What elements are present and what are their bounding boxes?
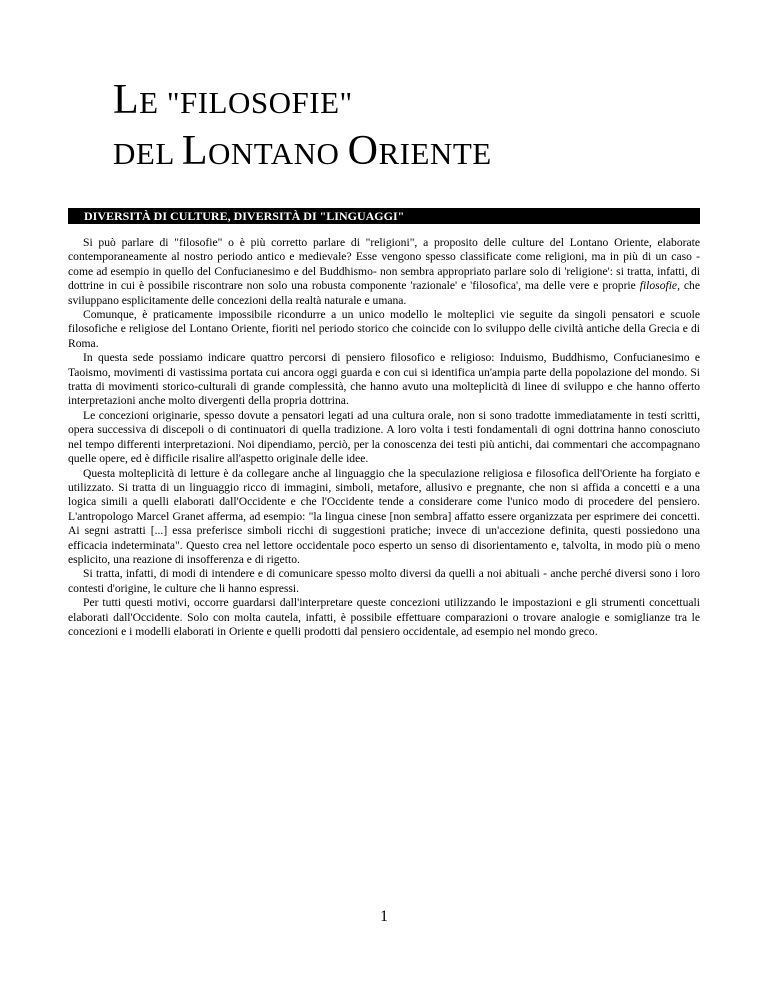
paragraph-1-text-a: Si può parlare di "filosofie" o è più corretto parlare di "religioni", a proposito delle culture del Lontano Oriente, elaborate contemporaneamente al nostro periodo antico e medievale? Esse vengono spesso classificate come religioni, ma in più di un caso - come ad esempio in quello del Confucianesimo e del Buddhismo- non sembra appropriato parlare solo di 'religione': si tratta, infatti, di dottrine in cui è possibile riscontrare non solo una robusta componente 'razionale' e 'filosofica', ma delle vere e proprie [68,236,700,293]
paragraph-3: In questa sede possiamo indicare quattro percorsi di pensiero filosofico e religioso: Induismo, Buddhismo, Confucianesimo e Taoismo, movimenti di vastissima portata cui ancora oggi guarda e con cui si identifica un'ampia parte della popolazione del mondo. Si tratta di movimenti storico-culturali di grande complessità, che hanno avuto una molteplicità di linee di sviluppo e che hanno offerto interpretazioni anche molto divergenti della propria dottrina. [68,351,700,408]
paragraph-1 [68,236,700,308]
paragraph-7: Per tutti questi motivi, occorre guardarsi dall'interpretare queste concezioni utilizzando le impostazioni e gli strumenti concettuali elaborati dall'Occidente. Solo con molta cautela, infatti, è possibile effettuare comparazioni o trovare analogie e somiglianze tra le concezioni e i modelli elaborati in Oriente e quelli prodotti dal pensiero occidentale, ad esempio nel mondo greco. [68,596,700,638]
paragraph-4: Le concezioni originarie, spesso dovute a pensatori legati ad una cultura orale, non si sono tradotte immediatamente in testi scritti, opera successiva di discepoli o di continuatori di quella tradizione. A loro volta i testi fondamentali di ogni dottrina hanno conosciuto nel tempo differenti interpretazioni. Noi dipendiamo, perciò, per la conoscenza dei testi più antichi, dai commentari che accompagnano quelle opere, ed è difficile risalire all'aspetto originale delle idee. [68,408,700,466]
title-capital-o: O [347,128,379,174]
title-capital-l2: L [181,128,209,174]
title-line-2 [113,127,713,178]
paragraph-1-text-b: che sviluppano esplicitamente delle concezioni della realtà naturale e umana. [68,279,700,307]
title-small-caps-4: RIENTE [378,136,492,171]
title-small-caps-1: E "FILOSOFIE" [139,85,353,120]
title-small-caps-3: ONTANO [208,136,348,171]
body-text [68,236,700,639]
document-title [113,76,713,178]
section-heading: DIVERSITÀ DI CULTURE, DIVERSITÀ DI "LINGUAGGI" [68,208,700,224]
paragraph-5: Questa molteplicità di letture è da collegare anche al linguaggio che la speculazione religiosa e filosofica dell'Oriente ha forgiato e utilizzato. Si tratta di un linguaggio ricco di immagini, simboli, metafore, allusivo e pregnante, che non si affida a concetti e a una logica simili a quelli elaborati dall'Occidente e che l'Occidente tende a considerare come l'unico modo di procedere del pensiero. L'antropologo Marcel Granet afferma, ad esempio: "la lingua cinese [non sembra] affatto essere organizzata per esprimere dei concetti. Ai segni astratti [...] essa preferisce simboli ricchi di suggestioni pratiche; invece di un'accezione definita, questi possiedono una efficacia indeterminata". Questo crea nel lettore occidentale poco esperto un senso di disorientamento e, talvolta, in modo più o meno esplicito, una reazione di insofferenza e di rigetto. [68,466,700,566]
paragraph-1-emphasis: filosofie, [639,279,680,293]
title-small-caps-2: DEL [113,136,182,171]
paragraph-6: Si tratta, infatti, di modi di intendere e di comunicare spesso molto diversi da quelli a noi abituali - anche perché diversi sono i loro contesti d'origine, le culture che li hanno espressi. [68,567,700,595]
paragraph-2: Comunque, è praticamente impossibile ricondurre a un unico modello le molteplici vie seguite da singoli pensatori e scuole filosofiche e religiose del Lontano Oriente, fioriti nel periodo storico che coincide con lo sviluppo delle civiltà antiche della Grecia e di Roma. [68,308,700,350]
title-capital-l: L [113,77,140,123]
page-number: 1 [380,908,388,925]
title-line-1 [113,76,713,127]
